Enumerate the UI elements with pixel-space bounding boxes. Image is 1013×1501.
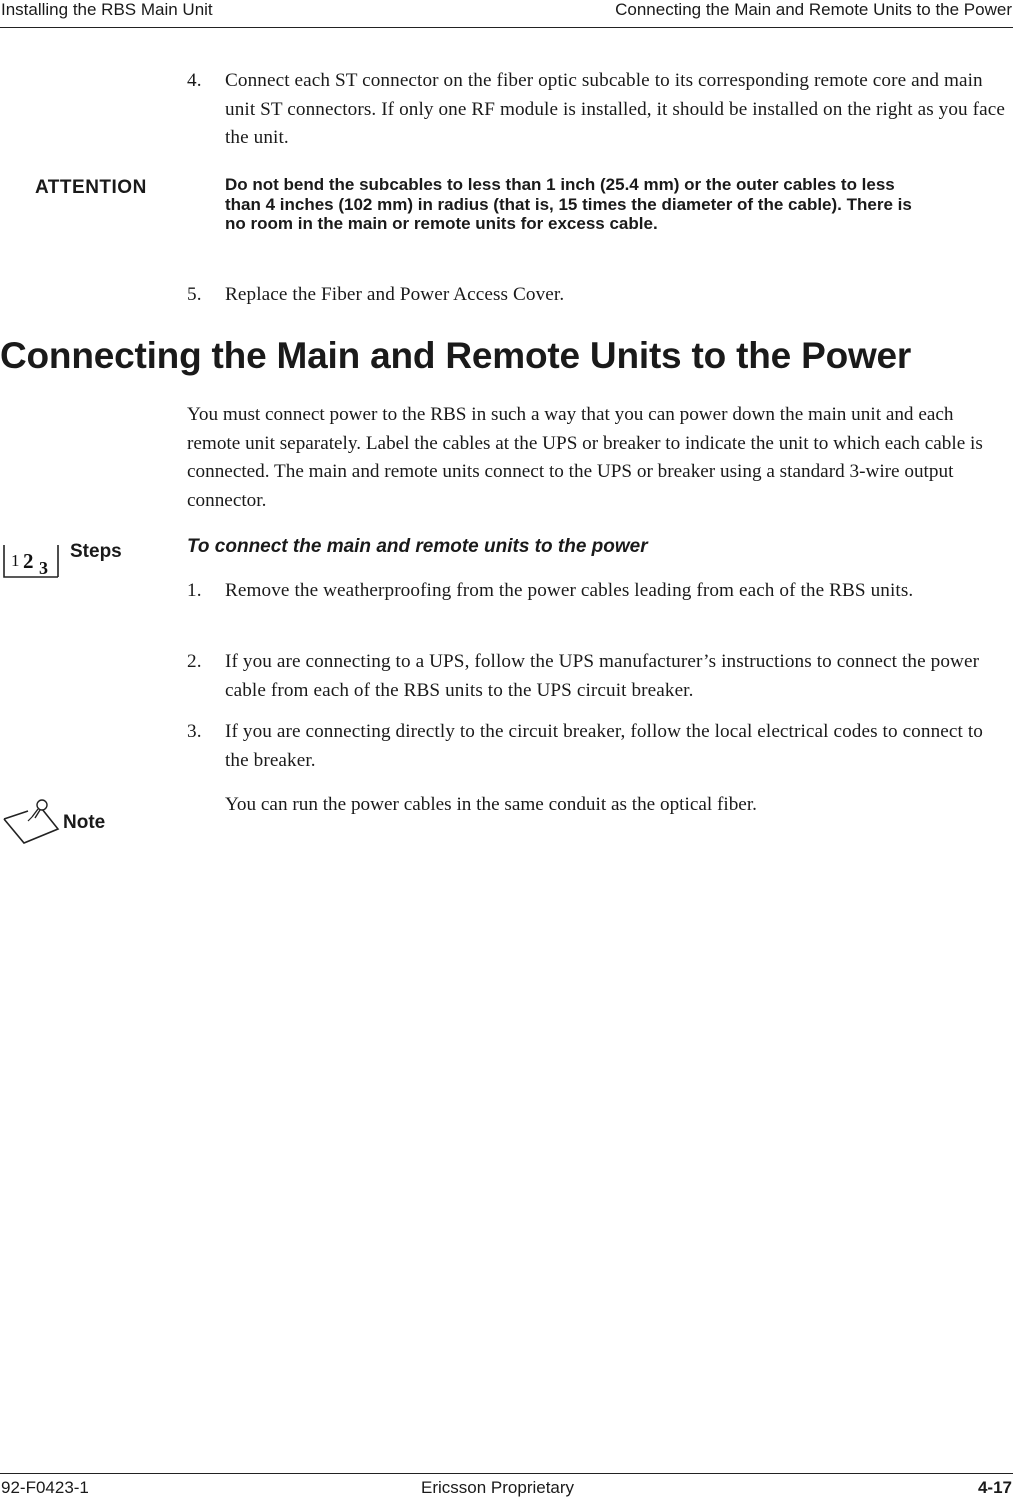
steps-icon-digit-3: 3 [39, 558, 48, 578]
procedure-title: To connect the main and remote units to the power [187, 536, 648, 557]
page-header [0, 0, 1013, 28]
note-pushpin-icon [2, 797, 60, 847]
header-section-title: Connecting the Main and Remote Units to the Power [615, 0, 1012, 19]
steps-label: Steps [70, 541, 122, 562]
note-label: Note [63, 812, 106, 833]
document-number: 92-F0423-1 [1, 1478, 89, 1497]
step-text: If you are connecting to a UPS, follow the UPS manufacturer’s instructions to connect the power cable from each of the RBS units to the UPS circuit breaker. [225, 651, 980, 701]
page-number: 4-17 [977, 1478, 1012, 1497]
header-chapter-title: Installing the RBS Main Unit [1, 0, 213, 19]
attention-label: ATTENTION [35, 177, 147, 198]
proprietary-notice: Ericsson Proprietary [421, 1478, 575, 1497]
step-number: 4. [187, 70, 202, 91]
step-text: Replace the Fiber and Power Access Cover. [225, 284, 565, 305]
step-5 [187, 281, 1009, 310]
steps-icon-digit-2: 2 [23, 549, 34, 573]
step-number: 1. [187, 580, 202, 601]
step-4 [187, 67, 1009, 153]
step-text: Connect each ST connector on the fiber optic subcable to its corresponding remote core and main unit ST connectors. If only one RF module is installed, it should be installed on the right as you face the unit. [225, 70, 1005, 148]
procedure-step-1 [187, 577, 1009, 606]
step-text: Remove the weatherproofing from the power cables leading from each of the RBS units. [225, 580, 914, 601]
procedure-step-2 [187, 648, 1009, 705]
step-number: 2. [187, 651, 202, 672]
attention-text: Do not bend the subcables to less than 1 inch (25.4 mm) or the outer cables to less than 4 inches (102 mm) in radius (that is, 15 times the diameter of the cable). There is no room in the main or remote units for excess cable. [225, 175, 912, 234]
steps-icon [2, 541, 60, 579]
step-number: 5. [187, 284, 202, 305]
steps-icon-digit-1: 1 [11, 551, 20, 570]
section-heading: Connecting the Main and Remote Units to the Power [0, 335, 912, 376]
procedure-step-3 [187, 718, 1009, 775]
page-footer [0, 1473, 1013, 1501]
step-number: 3. [187, 721, 202, 742]
step-text: If you are connecting directly to the circuit breaker, follow the local electrical codes to connect to the breaker. [225, 721, 983, 771]
note-text: You can run the power cables in the same conduit as the optical fiber. [225, 794, 757, 815]
section-intro-paragraph: You must connect power to the RBS in such a way that you can power down the main unit and each remote unit separately. Label the cables at the UPS or breaker to indicate the unit to which each cable is connected. The main and remote units connect to the UPS or breaker using a standard 3-wire output connector. [187, 404, 983, 511]
